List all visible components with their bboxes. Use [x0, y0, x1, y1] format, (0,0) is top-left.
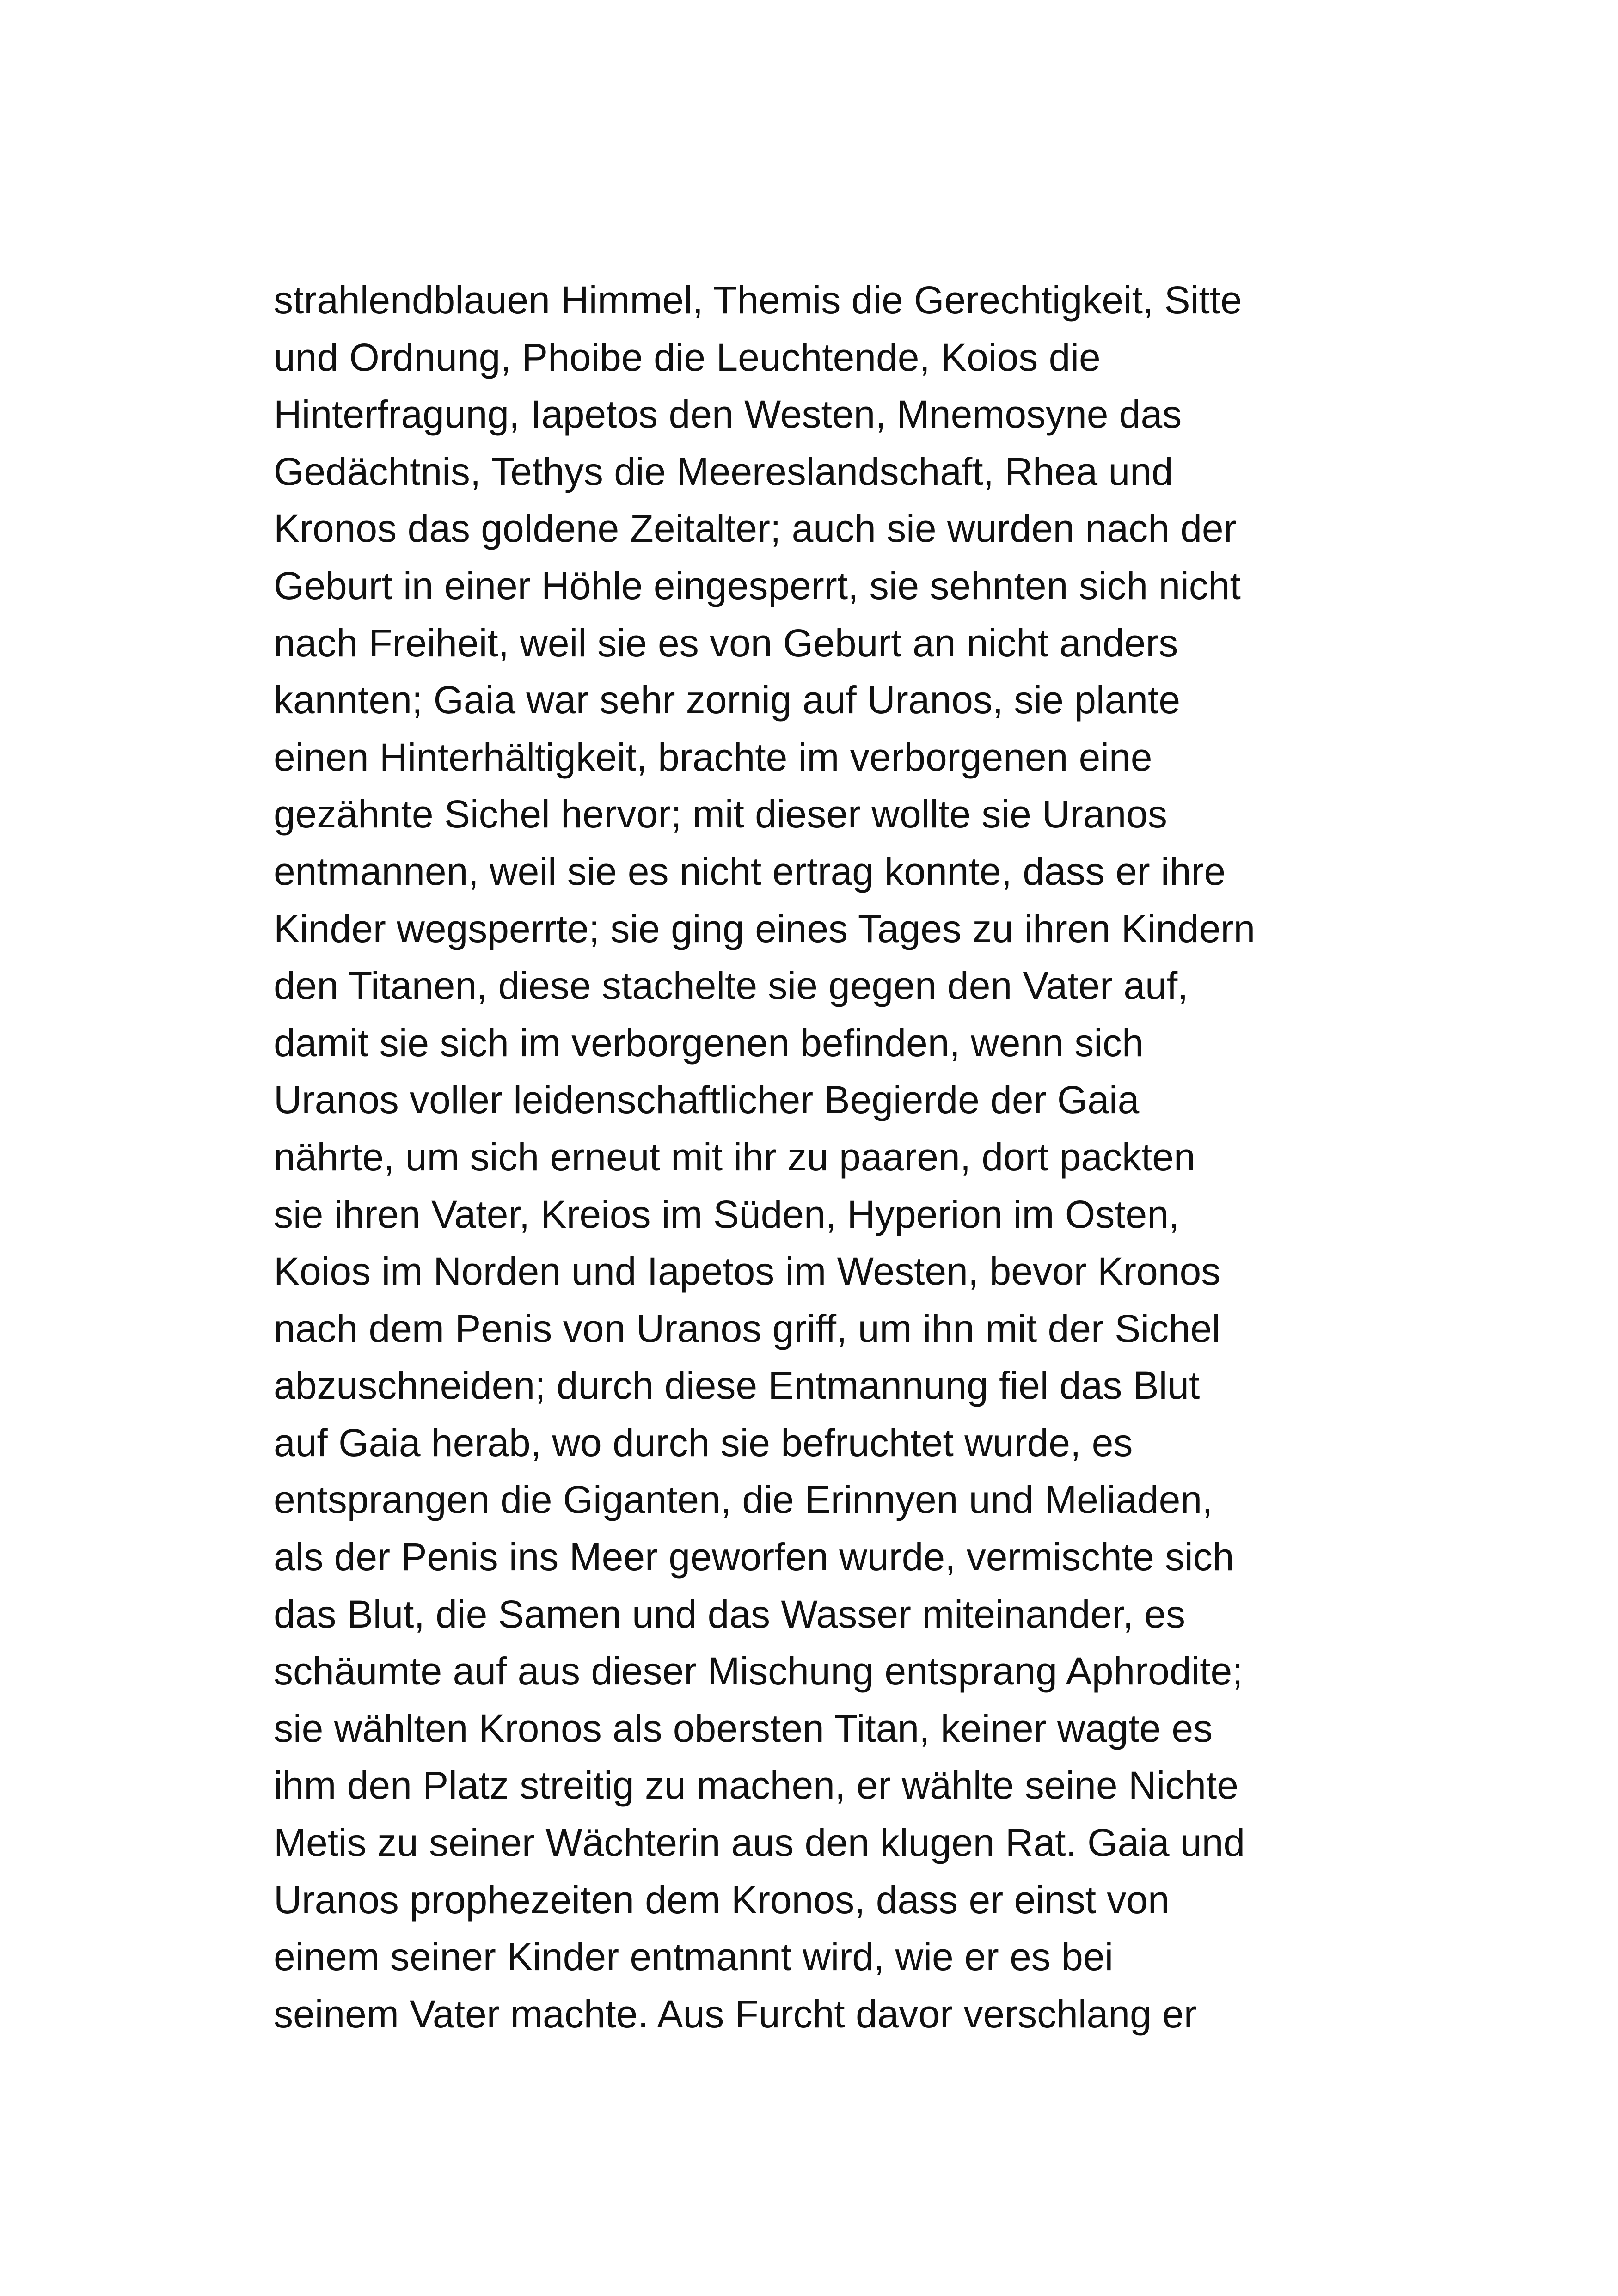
- text-line: Kronos das goldene Zeitalter; auch sie wurden nach der: [274, 507, 1237, 551]
- text-line: seinem Vater machte. Aus Furcht davor verschlang er: [274, 1992, 1197, 2036]
- text-line: einem seiner Kinder entmannt wird, wie er es bei: [274, 1935, 1114, 1979]
- text-line: Gedächtnis, Tethys die Meereslandschaft, Rhea und: [274, 449, 1173, 493]
- text-line: nach dem Penis von Uranos griff, um ihn mit der Sichel: [274, 1306, 1221, 1350]
- text-line: Uranos voller leidenschaftlicher Begierde der Gaia: [274, 1078, 1140, 1122]
- text-line: nach Freiheit, weil sie es von Geburt an nicht anders: [274, 621, 1178, 665]
- text-line: Kinder wegsperrte; sie ging eines Tages zu ihren Kindern: [274, 906, 1256, 950]
- text-line: entsprangen die Giganten, die Erinnyen und Meliaden,: [274, 1478, 1213, 1522]
- text-line: einen Hinterhältigkeit, brachte im verborgenen eine: [274, 735, 1152, 779]
- text-line: nährte, um sich erneut mit ihr zu paaren, dort packten: [274, 1135, 1195, 1179]
- text-line: damit sie sich im verborgenen befinden, wenn sich: [274, 1021, 1144, 1065]
- text-line: den Titanen, diese stachelte sie gegen den Vater auf,: [274, 964, 1189, 1008]
- text-line: sie wählten Kronos als obersten Titan, keiner wagte es: [274, 1706, 1213, 1750]
- text-line: schäumte auf aus dieser Mischung entsprang Aphrodite;: [274, 1649, 1243, 1693]
- text-line: sie ihren Vater, Kreios im Süden, Hyperion im Osten,: [274, 1192, 1180, 1236]
- text-line: kannten; Gaia war sehr zornig auf Uranos, sie plante: [274, 678, 1181, 722]
- text-line: Uranos prophezeiten dem Kronos, dass er einst von: [274, 1878, 1170, 1922]
- text-line: abzuschneiden; durch diese Entmannung fiel das Blut: [274, 1364, 1200, 1408]
- text-line: strahlendblauen Himmel, Themis die Gerechtigkeit, Sitte: [274, 278, 1242, 322]
- text-line: Geburt in einer Höhle eingesperrt, sie sehnten sich nicht: [274, 563, 1241, 607]
- body-text: [274, 272, 1383, 2043]
- text-line: auf Gaia herab, wo durch sie befruchtet wurde, es: [274, 1420, 1133, 1464]
- text-line: als der Penis ins Meer geworfen wurde, vermischte sich: [274, 1535, 1234, 1579]
- text-line: entmannen, weil sie es nicht ertrag konnte, dass er ihre: [274, 849, 1226, 893]
- text-line: Metis zu seiner Wächterin aus den klugen Rat. Gaia und: [274, 1821, 1245, 1865]
- text-line: ihm den Platz streitig zu machen, er wählte seine Nichte: [274, 1763, 1238, 1807]
- text-line: das Blut, die Samen und das Wasser miteinander, es: [274, 1592, 1185, 1636]
- text-line: Hinterfragung, Iapetos den Westen, Mnemosyne das: [274, 392, 1182, 436]
- text-line: Koios im Norden und Iapetos im Westen, bevor Kronos: [274, 1249, 1221, 1293]
- text-line: gezähnte Sichel hervor; mit dieser wollte sie Uranos: [274, 792, 1167, 836]
- text-line: und Ordnung, Phoibe die Leuchtende, Koios die: [274, 335, 1101, 379]
